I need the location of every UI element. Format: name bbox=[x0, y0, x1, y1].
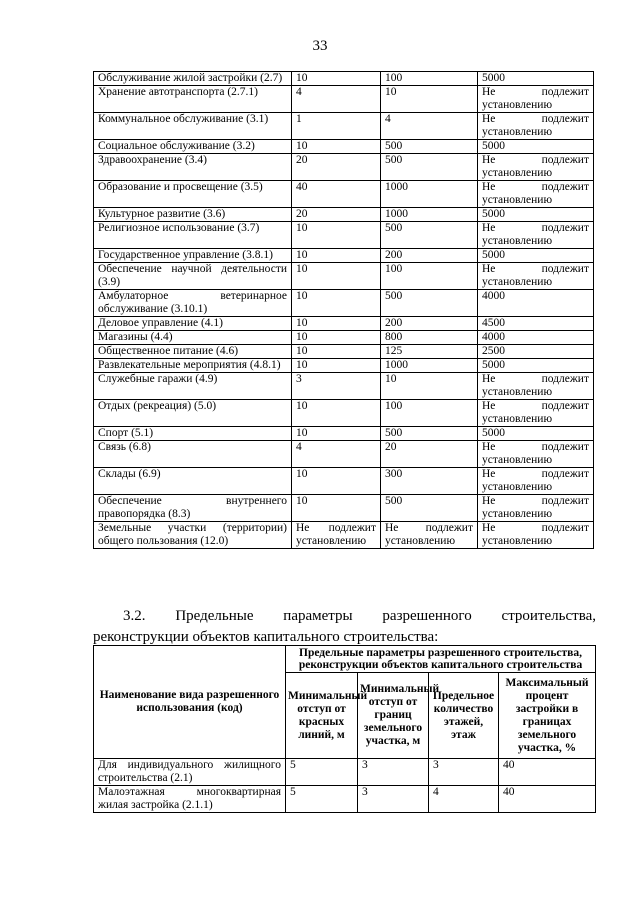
table-row bbox=[94, 345, 594, 359]
value-cell: 1000 bbox=[381, 208, 478, 222]
params-header-row-1 bbox=[94, 646, 596, 673]
value-cell: 10 bbox=[292, 140, 381, 154]
params-col-header-plot-borders: Минимальный отступ от границ земельного участка, м bbox=[358, 673, 429, 759]
value-cell: 2500 bbox=[478, 345, 594, 359]
value-cell: 10 bbox=[292, 345, 381, 359]
land-use-name-cell: Земельные участки (территории) общего пользования (12.0) bbox=[94, 522, 292, 549]
land-use-name-cell: Малоэтажная многоквартирная жилая застройка (2.1.1) bbox=[94, 786, 286, 813]
value-cell: 40 bbox=[292, 181, 381, 208]
value-cell: 100 bbox=[381, 263, 478, 290]
land-use-name-cell: Склады (6.9) bbox=[94, 468, 292, 495]
section-title-word: Предельные bbox=[175, 608, 254, 624]
land-use-name-cell: Обеспечение научной деятельности (3.9) bbox=[94, 263, 292, 290]
table-row bbox=[94, 427, 594, 441]
value-cell: 40 bbox=[499, 759, 596, 786]
value-cell: 4000 bbox=[478, 290, 594, 317]
value-cell: Не подлежит установлению bbox=[478, 468, 594, 495]
table-row bbox=[94, 359, 594, 373]
table-row bbox=[94, 522, 594, 549]
value-cell: 1 bbox=[292, 113, 381, 140]
land-use-name-cell: Обслуживание жилой застройки (2.7) bbox=[94, 72, 292, 86]
value-cell: 5 bbox=[286, 759, 358, 786]
land-use-name-cell: Коммунальное обслуживание (3.1) bbox=[94, 113, 292, 140]
value-cell: 4000 bbox=[478, 331, 594, 345]
value-cell: 10 bbox=[292, 359, 381, 373]
value-cell: 10 bbox=[292, 495, 381, 522]
table-row bbox=[94, 208, 594, 222]
page-number: 33 bbox=[312, 38, 328, 54]
table-row bbox=[94, 290, 594, 317]
table-row bbox=[94, 72, 594, 86]
value-cell: Не подлежит установлению bbox=[478, 222, 594, 249]
land-use-name-cell: Общественное питание (4.6) bbox=[94, 345, 292, 359]
value-cell: 4 bbox=[429, 786, 499, 813]
table-row bbox=[94, 222, 594, 249]
value-cell: Не подлежит установлению bbox=[478, 154, 594, 181]
value-cell: 500 bbox=[381, 495, 478, 522]
value-cell: 10 bbox=[381, 373, 478, 400]
table-row bbox=[94, 263, 594, 290]
section-heading bbox=[93, 606, 596, 648]
value-cell: 5000 bbox=[478, 140, 594, 154]
table-row bbox=[94, 113, 594, 140]
value-cell: Не подлежит установлению bbox=[478, 86, 594, 113]
params-col-header-coverage: Максимальный процент застройки в границах земельного участка, % bbox=[499, 673, 596, 759]
value-cell: Не подлежит установлению bbox=[381, 522, 478, 549]
value-cell: 40 bbox=[499, 786, 596, 813]
table-row bbox=[94, 495, 594, 522]
table-row bbox=[94, 373, 594, 400]
land-use-name-cell: Здравоохранение (3.4) bbox=[94, 154, 292, 181]
value-cell: Не подлежит установлению bbox=[478, 181, 594, 208]
land-use-name-cell: Культурное развитие (3.6) bbox=[94, 208, 292, 222]
value-cell: 20 bbox=[292, 154, 381, 181]
section-heading-line1 bbox=[93, 606, 596, 627]
value-cell: 4 bbox=[381, 113, 478, 140]
table-row bbox=[94, 759, 596, 786]
value-cell: 5000 bbox=[478, 72, 594, 86]
value-cell: 500 bbox=[381, 290, 478, 317]
value-cell: 3 bbox=[429, 759, 499, 786]
land-use-name-cell: Амбулаторное ветеринарное обслуживание (3.10.1) bbox=[94, 290, 292, 317]
land-use-name-cell: Социальное обслуживание (3.2) bbox=[94, 140, 292, 154]
value-cell: 1000 bbox=[381, 181, 478, 208]
land-use-table bbox=[93, 71, 594, 549]
value-cell: 4 bbox=[292, 86, 381, 113]
value-cell: Не подлежит установлению bbox=[478, 373, 594, 400]
land-use-name-cell: Государственное управление (3.8.1) bbox=[94, 249, 292, 263]
params-col-header-floors: Предельное количество этажей, этаж bbox=[429, 673, 499, 759]
value-cell: 200 bbox=[381, 317, 478, 331]
value-cell: 10 bbox=[292, 72, 381, 86]
params-group-header: Предельные параметры разрешенного строительства, реконструкции объектов капитального строительства bbox=[286, 646, 596, 673]
value-cell: 3 bbox=[358, 786, 429, 813]
table-row bbox=[94, 249, 594, 263]
value-cell: 10 bbox=[292, 468, 381, 495]
land-use-name-cell: Служебные гаражи (4.9) bbox=[94, 373, 292, 400]
value-cell: 5000 bbox=[478, 427, 594, 441]
table-row bbox=[94, 468, 594, 495]
table-row bbox=[94, 86, 594, 113]
value-cell: 5000 bbox=[478, 208, 594, 222]
value-cell: Не подлежит установлению bbox=[478, 495, 594, 522]
value-cell: 500 bbox=[381, 222, 478, 249]
value-cell: Не подлежит установлению bbox=[478, 113, 594, 140]
value-cell: Не подлежит установлению bbox=[478, 441, 594, 468]
value-cell: 500 bbox=[381, 140, 478, 154]
table-row bbox=[94, 317, 594, 331]
value-cell: 125 bbox=[381, 345, 478, 359]
value-cell: 10 bbox=[381, 86, 478, 113]
value-cell: 1000 bbox=[381, 359, 478, 373]
value-cell: 200 bbox=[381, 249, 478, 263]
value-cell: 800 bbox=[381, 331, 478, 345]
value-cell: Не подлежит установлению bbox=[478, 522, 594, 549]
table-row bbox=[94, 400, 594, 427]
params-col-header-red-lines: Минимальный отступ от красных линий, м bbox=[286, 673, 358, 759]
params-table bbox=[93, 645, 596, 813]
value-cell: 10 bbox=[292, 290, 381, 317]
land-use-name-cell: Деловое управление (4.1) bbox=[94, 317, 292, 331]
land-use-name-cell: Развлекательные мероприятия (4.8.1) bbox=[94, 359, 292, 373]
value-cell: 10 bbox=[292, 400, 381, 427]
value-cell: 20 bbox=[292, 208, 381, 222]
table-row bbox=[94, 140, 594, 154]
table-row bbox=[94, 786, 596, 813]
value-cell: 10 bbox=[292, 331, 381, 345]
land-use-name-cell: Обеспечение внутреннего правопорядка (8.3) bbox=[94, 495, 292, 522]
value-cell: 3 bbox=[358, 759, 429, 786]
value-cell: 10 bbox=[292, 317, 381, 331]
land-use-name-cell: Религиозное использование (3.7) bbox=[94, 222, 292, 249]
section-title-word: строительства, bbox=[501, 608, 596, 624]
value-cell: 500 bbox=[381, 427, 478, 441]
value-cell: 5000 bbox=[478, 359, 594, 373]
value-cell: 20 bbox=[381, 441, 478, 468]
land-use-name-cell: Связь (6.8) bbox=[94, 441, 292, 468]
land-use-name-cell: Отдых (рекреация) (5.0) bbox=[94, 400, 292, 427]
value-cell: 10 bbox=[292, 263, 381, 290]
value-cell: 500 bbox=[381, 154, 478, 181]
section-number: 3.2. bbox=[123, 608, 146, 624]
params-col1-header: Наименование вида разрешенного использования (код) bbox=[94, 646, 286, 759]
table-row bbox=[94, 441, 594, 468]
params-table-body bbox=[94, 759, 596, 813]
land-use-name-cell: Хранение автотранспорта (2.7.1) bbox=[94, 86, 292, 113]
land-use-name-cell: Для индивидуального жилищного строительства (2.1) bbox=[94, 759, 286, 786]
value-cell: 5000 bbox=[478, 249, 594, 263]
value-cell: 4500 bbox=[478, 317, 594, 331]
table-row bbox=[94, 331, 594, 345]
value-cell: Не подлежит установлению bbox=[292, 522, 381, 549]
section-heading-line2: реконструкции объектов капитального строительства: bbox=[93, 629, 439, 645]
value-cell: 10 bbox=[292, 249, 381, 263]
land-use-name-cell: Спорт (5.1) bbox=[94, 427, 292, 441]
value-cell: 300 bbox=[381, 468, 478, 495]
value-cell: 100 bbox=[381, 72, 478, 86]
value-cell: Не подлежит установлению bbox=[478, 400, 594, 427]
section-title-word: параметры bbox=[283, 608, 353, 624]
land-use-table-body bbox=[94, 72, 594, 549]
value-cell: 3 bbox=[292, 373, 381, 400]
land-use-name-cell: Образование и просвещение (3.5) bbox=[94, 181, 292, 208]
section-title-word: разрешенного bbox=[382, 608, 472, 624]
table-row bbox=[94, 154, 594, 181]
value-cell: 5 bbox=[286, 786, 358, 813]
value-cell: Не подлежит установлению bbox=[478, 263, 594, 290]
value-cell: 100 bbox=[381, 400, 478, 427]
value-cell: 4 bbox=[292, 441, 381, 468]
land-use-name-cell: Магазины (4.4) bbox=[94, 331, 292, 345]
value-cell: 10 bbox=[292, 222, 381, 249]
table-row bbox=[94, 181, 594, 208]
value-cell: 10 bbox=[292, 427, 381, 441]
